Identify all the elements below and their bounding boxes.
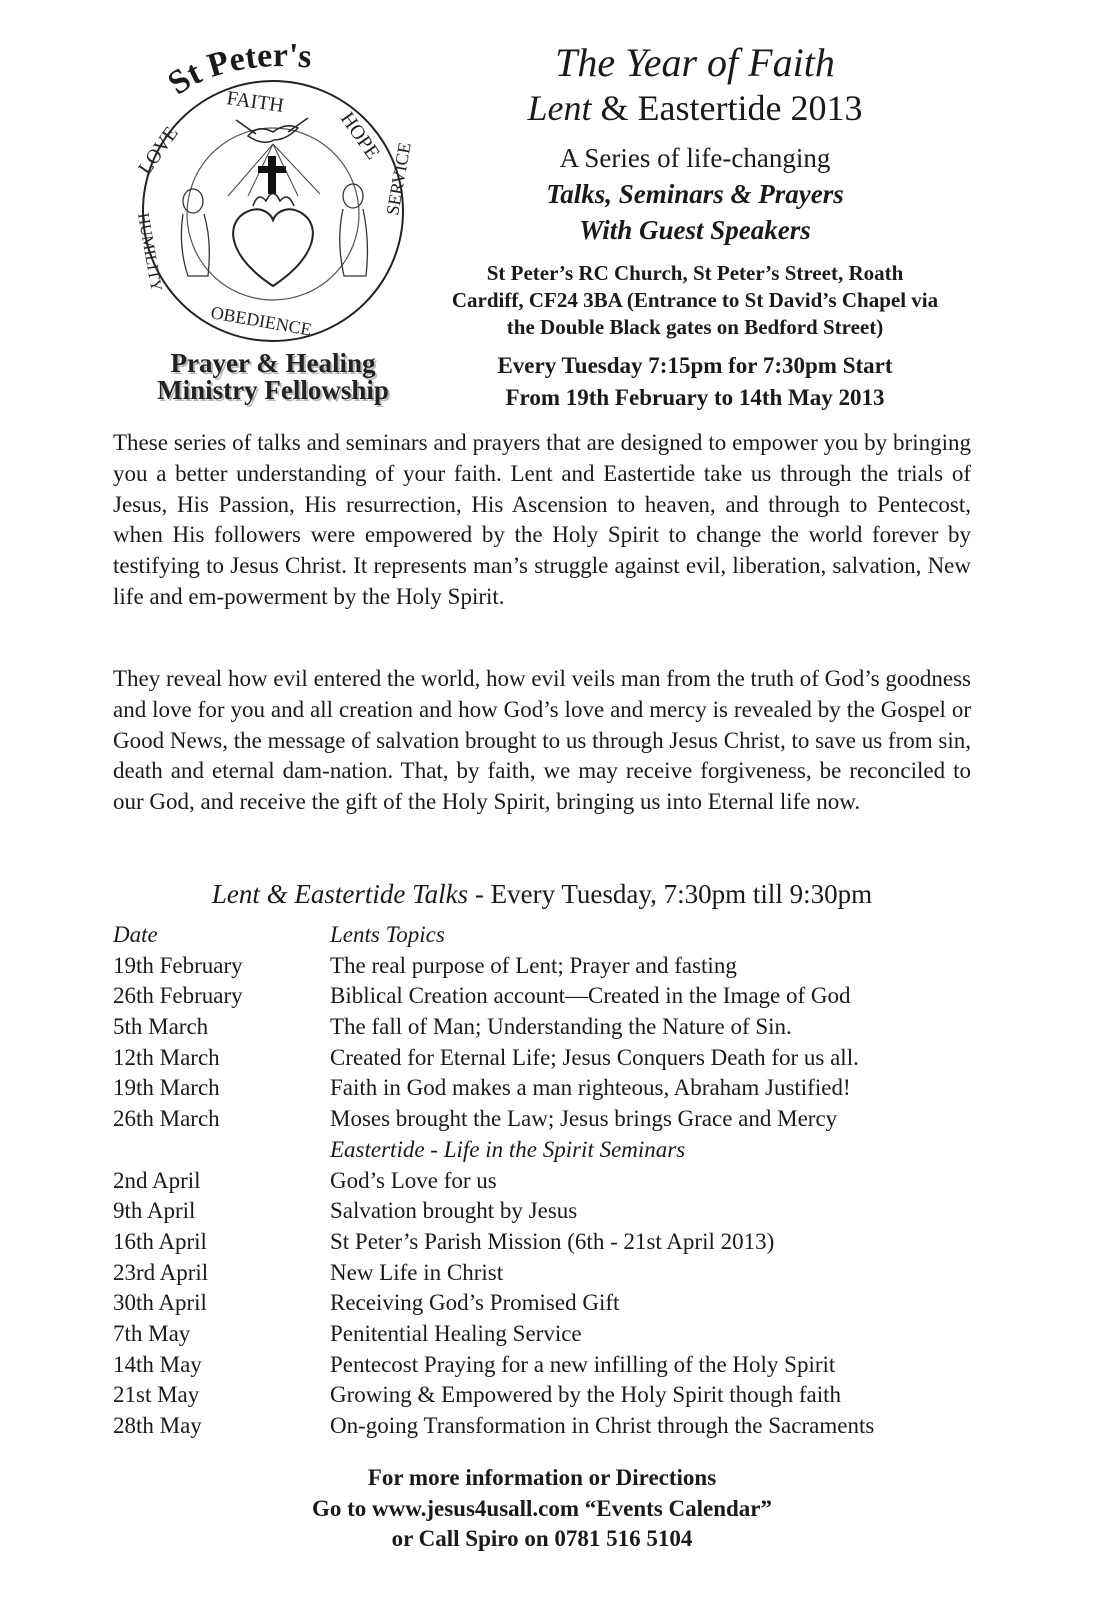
venue-line-1: St Peter’s RC Church, St Peter’s Street, Roath [486, 261, 904, 285]
talk-topic: Growing & Empowered by the Holy Spirit though faith [330, 1382, 842, 1408]
talk-date: 21st May [113, 1382, 200, 1408]
figures-icon [181, 184, 367, 276]
talk-topic: Pentecost Praying for a new infilling of the Holy Spirit [330, 1351, 836, 1377]
talks-heading-title: Lent & Eastertide Talks [211, 879, 469, 909]
table-row [113, 1227, 993, 1258]
talk-date: 9th April [113, 1198, 196, 1224]
venue-line-3: the Double Black gates on Bedford Street) [506, 315, 884, 339]
body-paragraph-1: These series of talks and seminars and prayers that are designed to empower you by bringing you a better understanding of your faith. Lent and Eastertide take us through the trials of Jesus, His Passion, His resurrection, His Ascension to heaven, and through to Pentecost, when His followers were empowered by the Holy Spirit to change the world forever by testifying to Jesus Christ. It represents man’s struggle against evil, liberation, salvation, New life and em-powerment by the Holy Spirit. [113, 430, 971, 609]
talk-topic: God’s Love for us [330, 1167, 497, 1193]
eastertide-heading-row [113, 1135, 993, 1166]
event-schedule [430, 350, 960, 414]
table-row [113, 1073, 993, 1104]
talk-date: 5th March [113, 1014, 209, 1040]
talk-topic: New Life in Christ [330, 1259, 504, 1285]
logo-inner-ring [187, 128, 359, 300]
logo-word-love: LOVE [134, 122, 183, 179]
talk-date: 26th March [113, 1106, 220, 1132]
venue-line-2: Cardiff, CF24 3BA (Entrance to St David’s Chapel via [451, 288, 939, 312]
talk-topic: On-going Transformation in Christ through the Sacraments [330, 1413, 875, 1438]
ministry-logo [108, 36, 438, 406]
table-row [113, 1258, 993, 1289]
body-paragraph-2: They reveal how evil entered the world, how evil veils man from the truth of God’s goodness and love for you and all creation and how God’s love and mercy is revealed by the Gospel or Good News, the message of salvation brought to us through Jesus Christ, to save us from sin, death and eternal dam-nation. That, by faith, we may receive forgiveness, be reconciled to our God, and receive the gift of the Holy Spirit, bringing us into Eternal life now. [113, 666, 971, 815]
talk-date: 19th March [113, 1075, 220, 1101]
logo-word-service: SERVICE [382, 140, 415, 217]
talk-topic: The real purpose of Lent; Prayer and fasting [330, 952, 737, 978]
table-row [113, 951, 993, 982]
lent-rows [113, 951, 993, 1135]
talk-topic: Created for Eternal Life; Jesus Conquers Death for us all. [330, 1044, 859, 1070]
table-row [113, 1319, 993, 1350]
table-row [113, 1196, 993, 1227]
logo-caption-line2: Ministry Fellowship [157, 375, 389, 405]
contact-footer [113, 1463, 971, 1555]
talk-date: 19th February [113, 952, 243, 978]
logo-caption [108, 350, 438, 404]
talks-heading-time: - Every Tuesday, 7:30pm till 9:30pm [468, 879, 873, 909]
talk-date: 28th May [113, 1413, 202, 1438]
table-row [113, 981, 993, 1012]
talk-topic: St Peter’s Parish Mission (6th - 21st April 2013) [330, 1228, 775, 1254]
logo-emblem [108, 36, 438, 346]
intro-line: A Series of life-changing [559, 143, 831, 173]
logo-caption-line1: Prayer & Healing [170, 348, 376, 378]
schedule-line-2: From 19th February to 14th May 2013 [505, 385, 885, 410]
footer-line-1: For more information or Directions [367, 1465, 717, 1490]
talk-date: 30th April [113, 1290, 207, 1316]
intro-line-3: With Guest Speakers [579, 215, 811, 245]
logo-word-humility: HUMILITY [134, 211, 165, 293]
talk-date: 23rd April [113, 1259, 209, 1285]
table-row [113, 1012, 993, 1043]
subtitle-rest: & Eastertide 2013 [591, 88, 863, 128]
subtitle-lent: Lent [527, 88, 592, 128]
talk-date: 26th February [113, 983, 243, 1009]
talk-topic: Salvation brought by Jesus [330, 1198, 578, 1224]
talk-date: 14th May [113, 1351, 202, 1377]
logo-word-hope: HOPE [335, 108, 384, 164]
table-row [113, 1043, 993, 1074]
table-row [113, 1104, 993, 1135]
talks-schedule-table [113, 920, 993, 1442]
page-title: The Year of Faith [555, 40, 835, 85]
talk-topic: Receiving God’s Promised Gift [330, 1290, 620, 1316]
table-row [113, 1411, 993, 1442]
talk-date: 2nd April [113, 1167, 201, 1193]
talk-topic: Penitential Healing Service [330, 1320, 582, 1346]
footer-line-2: Go to www.jesus4usall.com “Events Calendar” [311, 1495, 772, 1521]
talks-heading [113, 876, 971, 912]
eastertide-rows [113, 1166, 993, 1442]
logo-church-name: St Peter's [161, 37, 314, 103]
talk-date: 16th April [113, 1228, 207, 1254]
table-header-row [113, 920, 993, 951]
table-row [113, 1350, 993, 1381]
eastertide-heading: Eastertide - Life in the Spirit Seminars [330, 1136, 686, 1162]
logo-word-faith: FAITH [225, 87, 286, 117]
event-header [430, 40, 960, 414]
talk-topic: Faith in God makes a man righteous, Abraham Justified! [330, 1075, 851, 1101]
table-row [113, 1288, 993, 1319]
schedule-line-1: Every Tuesday 7:15pm for 7:30pm Start [497, 353, 893, 378]
talk-date: 7th May [113, 1320, 191, 1346]
sacred-heart-icon [233, 209, 313, 286]
talk-topic: Biblical Creation account—Created in the Image of God [330, 983, 851, 1009]
talk-date: 12th March [113, 1044, 220, 1070]
dove-icon [236, 118, 308, 142]
column-header-topic: Lents Topics [330, 922, 445, 947]
venue-address [430, 260, 960, 341]
flame-icon [253, 194, 294, 207]
page-subtitle [430, 86, 960, 130]
footer-line-3: or Call Spiro on 0781 516 5104 [391, 1526, 693, 1551]
table-row [113, 1166, 993, 1197]
intro-line-2: Talks, Seminars & Prayers [546, 179, 844, 209]
talk-topic: The fall of Man; Understanding the Nature of Sin. [330, 1014, 792, 1040]
logo-word-obedience: OBEDIENCE [209, 302, 314, 340]
column-header-date: Date [113, 922, 158, 947]
table-row [113, 1380, 993, 1411]
talk-topic: Moses brought the Law; Jesus brings Grace and Mercy [330, 1106, 838, 1132]
